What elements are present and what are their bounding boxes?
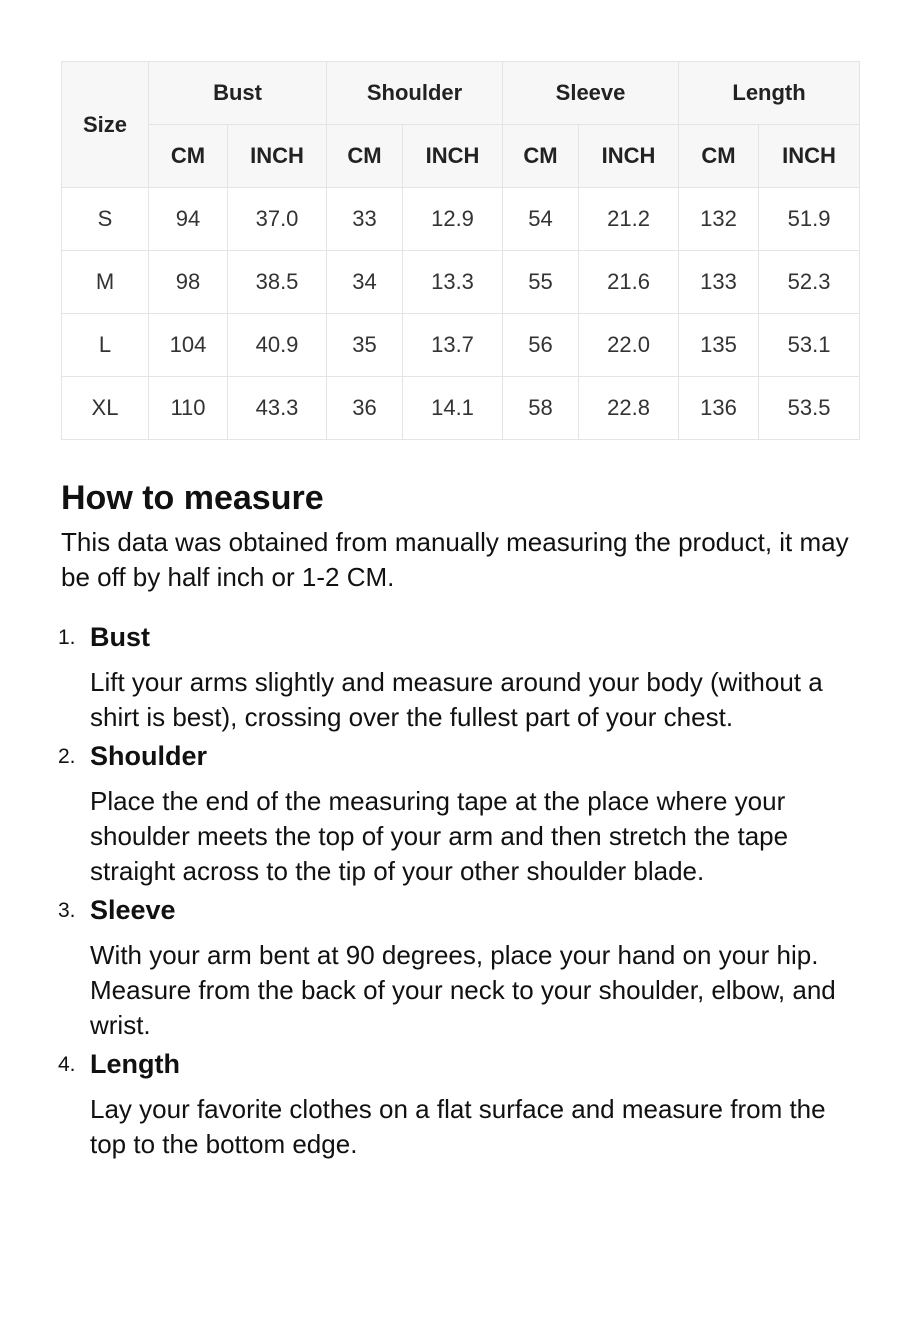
size-chart-table [61, 61, 860, 440]
table-cell: 53.1 [759, 314, 860, 377]
step-title: Sleeve [90, 895, 176, 925]
size-cell: M [62, 251, 149, 314]
table-cell: 35 [327, 314, 403, 377]
step-title: Shoulder [90, 741, 208, 771]
table-cell: 21.6 [579, 251, 679, 314]
table-cell: 12.9 [403, 188, 503, 251]
table-cell: 22.8 [579, 377, 679, 440]
table-cell: 98 [149, 251, 228, 314]
size-cell: S [62, 188, 149, 251]
unit-header: INCH [579, 125, 679, 188]
step-length [58, 1047, 859, 1162]
length-group-header: Length [679, 62, 860, 125]
shoulder-group-header: Shoulder [327, 62, 503, 125]
unit-header: CM [503, 125, 579, 188]
bust-group-header: Bust [149, 62, 327, 125]
table-cell: 54 [503, 188, 579, 251]
size-column-header: Size [62, 62, 149, 188]
step-title: Length [90, 1049, 180, 1079]
table-cell: 40.9 [228, 314, 327, 377]
step-shoulder [58, 739, 859, 889]
table-cell: 14.1 [403, 377, 503, 440]
table-cell: 110 [149, 377, 228, 440]
table-cell: 51.9 [759, 188, 860, 251]
table-row [62, 377, 860, 440]
how-to-measure-intro: This data was obtained from manually measuring the product, it may be off by half inch or 1-2 CM. [61, 527, 849, 592]
table-cell: 36 [327, 377, 403, 440]
table-cell: 104 [149, 314, 228, 377]
step-number: 3. [58, 899, 76, 922]
table-cell: 135 [679, 314, 759, 377]
unit-header: INCH [759, 125, 860, 188]
step-number: 2. [58, 745, 76, 768]
table-cell: 55 [503, 251, 579, 314]
step-title: Bust [90, 622, 150, 652]
unit-header: INCH [228, 125, 327, 188]
step-number: 4. [58, 1053, 76, 1076]
unit-header: CM [679, 125, 759, 188]
table-cell: 56 [503, 314, 579, 377]
step-sleeve [58, 893, 859, 1043]
table-cell: 52.3 [759, 251, 860, 314]
table-cell: 22.0 [579, 314, 679, 377]
step-description: Lift your arms slightly and measure around your body (without a shirt is best), crossing over the fullest part of your chest. [90, 667, 823, 732]
table-cell: 94 [149, 188, 228, 251]
table-cell: 37.0 [228, 188, 327, 251]
table-cell: 133 [679, 251, 759, 314]
table-cell: 33 [327, 188, 403, 251]
size-guide [58, 61, 859, 1166]
unit-header: CM [149, 125, 228, 188]
step-bust [58, 620, 859, 735]
unit-header: INCH [403, 125, 503, 188]
step-number: 1. [58, 626, 76, 649]
size-cell: XL [62, 377, 149, 440]
table-cell: 21.2 [579, 188, 679, 251]
group-header-row [62, 62, 860, 125]
size-cell: L [62, 314, 149, 377]
table-cell: 38.5 [228, 251, 327, 314]
table-cell: 13.3 [403, 251, 503, 314]
table-cell: 13.7 [403, 314, 503, 377]
table-cell: 34 [327, 251, 403, 314]
measure-steps-list [58, 620, 859, 1162]
table-cell: 53.5 [759, 377, 860, 440]
table-cell: 136 [679, 377, 759, 440]
step-description: With your arm bent at 90 degrees, place your hand on your hip. Measure from the back of your neck to your shoulder, elbow, and wrist. [90, 940, 836, 1040]
step-description: Place the end of the measuring tape at the place where your shoulder meets the top of your arm and then stretch the tape straight across to the tip of your other shoulder blade. [90, 786, 789, 886]
table-row [62, 251, 860, 314]
step-description: Lay your favorite clothes on a flat surface and measure from the top to the bottom edge. [90, 1094, 826, 1159]
sleeve-group-header: Sleeve [503, 62, 679, 125]
table-cell: 58 [503, 377, 579, 440]
how-to-measure-heading: How to measure [61, 479, 324, 517]
table-cell: 43.3 [228, 377, 327, 440]
unit-header: CM [327, 125, 403, 188]
table-row [62, 188, 860, 251]
table-row [62, 314, 860, 377]
table-cell: 132 [679, 188, 759, 251]
unit-header-row [62, 125, 860, 188]
